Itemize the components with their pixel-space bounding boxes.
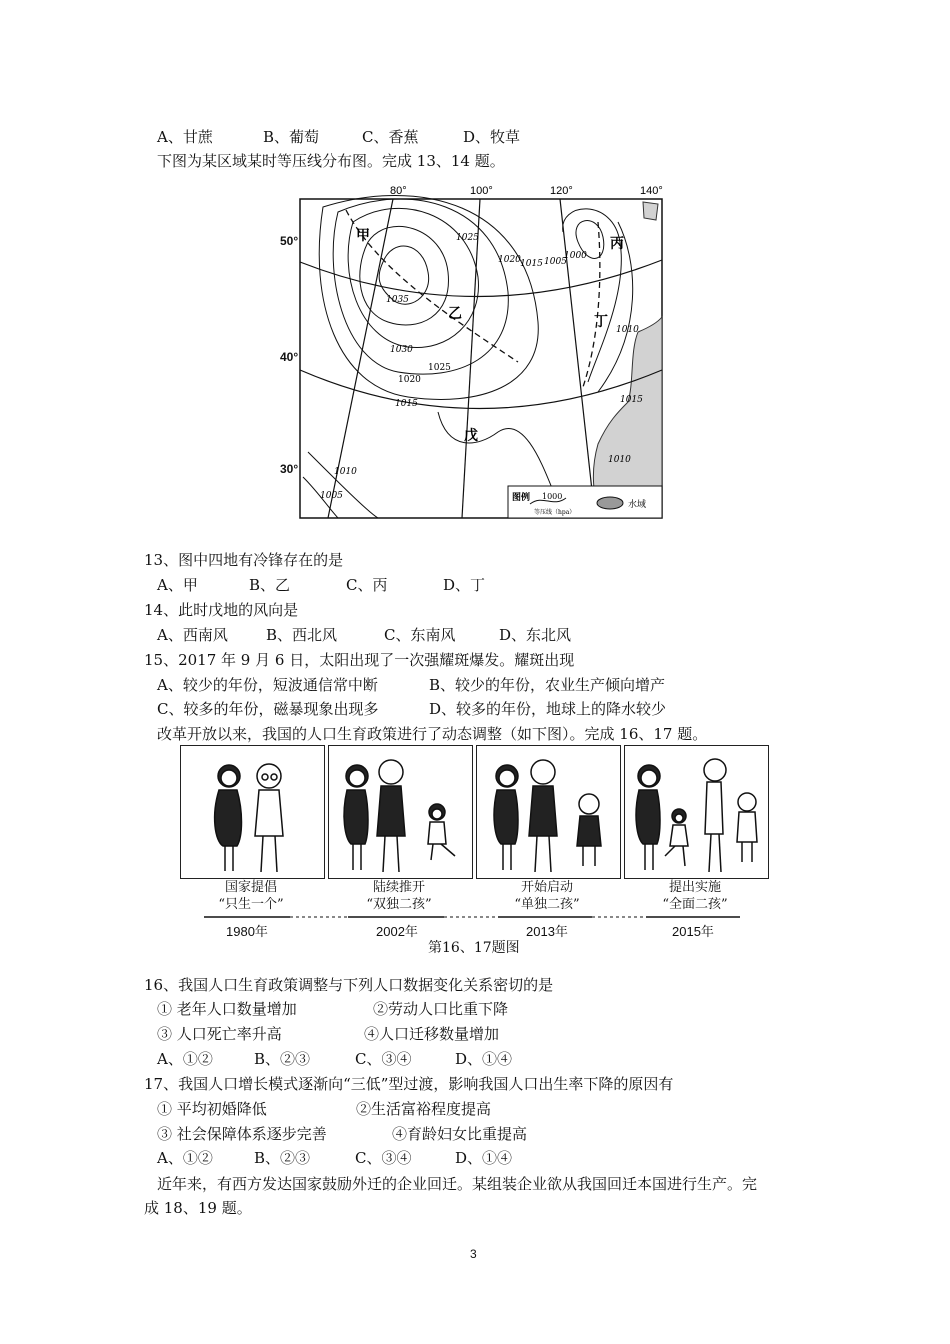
timeline-line2: “只生一个” — [218, 897, 284, 912]
q16-option-b: B、②③ — [254, 1050, 311, 1068]
policy-timeline-figure — [180, 745, 770, 945]
q14-option-c: C、东南风 — [384, 626, 456, 644]
place-yi: 乙 — [448, 306, 462, 322]
cartoon-panel-2002 — [328, 745, 473, 879]
q17-item-3: ③ 社会保障体系逐步完善 — [157, 1125, 327, 1143]
q16-item-3: ③ 人口死亡率升高 — [157, 1025, 282, 1043]
q16-option-d: D、①④ — [455, 1050, 513, 1068]
q13-stem: 13、图中四地有冷锋存在的是 — [144, 551, 344, 569]
q15-option-a: A、较少的年份，短波通信常中断 — [157, 676, 378, 694]
isobar-label: 1010 — [616, 325, 639, 335]
q13-option-c: C、丙 — [346, 576, 388, 594]
timeline-line2: “全面二孩” — [662, 897, 728, 912]
q12-option-c: C、香蕉 — [362, 128, 419, 146]
q16-item-1: ① 老年人口数量增加 — [157, 1000, 297, 1018]
place-jia: 甲 — [356, 228, 370, 244]
q15-option-b: B、较少的年份，农业生产倾向增产 — [429, 676, 666, 694]
timeline-year-2002: 2002年 — [376, 924, 418, 939]
timeline-line1: 提出实施 — [668, 880, 721, 895]
isobar-label: 1025 — [456, 233, 479, 243]
q17-item-2: ②生活富裕程度提高 — [356, 1100, 492, 1118]
cartoon-panel-2013 — [476, 745, 621, 879]
q14-option-d: D、东北风 — [499, 626, 572, 644]
timeline-label-2013 — [472, 879, 622, 913]
lat-label-40: 40° — [280, 350, 299, 364]
timeline-label-1980 — [176, 879, 326, 913]
q13-option-a: A、甲 — [157, 576, 198, 594]
isobar-label: 1005 — [320, 491, 343, 501]
isobar-label: 1015 — [395, 399, 418, 409]
isobar-label: 1020 — [498, 255, 521, 265]
isobar-label: 1000 — [564, 251, 587, 261]
closing-line-1: 近年来，有西方发达国家鼓励外迁的企业回迁。某组装企业欲从我国回迁本国进行生产。完 — [157, 1175, 758, 1193]
legend-isobar-desc: 等压线（hpa） — [534, 509, 576, 516]
timeline-line2: “双独二孩” — [366, 897, 432, 912]
isobar-label: 1015 — [620, 395, 643, 405]
q17-option-b: B、②③ — [254, 1149, 311, 1167]
isobar-label: 1025 — [428, 363, 451, 373]
lon-label-100: 100° — [470, 185, 493, 197]
lon-label-120: 120° — [550, 185, 573, 197]
isobar-label: 1005 — [544, 257, 567, 267]
isobar-map — [298, 182, 664, 522]
lat-label-30: 30° — [280, 462, 299, 476]
q14-option-a: A、西南风 — [157, 626, 228, 644]
timeline-year-2015: 2015年 — [672, 924, 714, 939]
q12-option-d: D、牧草 — [463, 128, 521, 146]
figure-caption: 第16、17题图 — [428, 940, 520, 956]
q14-option-b: B、西北风 — [266, 626, 338, 644]
q16-option-a: A、①② — [157, 1050, 213, 1068]
isobar-label: 1010 — [608, 455, 631, 465]
q12-option-a: A、甘蔗 — [157, 128, 213, 146]
q15-option-c: C、较多的年份，磁暴现象出现多 — [157, 700, 379, 718]
cartoon-panel-1980 — [180, 745, 325, 879]
q16-item-4: ④人口迁移数量增加 — [364, 1025, 500, 1043]
timeline-line1: 开始启动 — [520, 880, 573, 895]
policy-intro: 改革开放以来，我国的人口生育政策进行了动态调整（如下图）。完成 16、17 题。 — [157, 725, 708, 743]
q14-stem: 14、此时戊地的风向是 — [144, 601, 299, 619]
q17-option-c: C、③④ — [355, 1149, 412, 1167]
closing-line-2: 成 18、19 题。 — [144, 1199, 252, 1217]
q13-option-b: B、乙 — [249, 576, 291, 594]
isobar-label: 1015 — [520, 259, 543, 269]
timeline-year-2013: 2013年 — [526, 924, 568, 939]
timeline-line1: 陆续推开 — [372, 880, 425, 895]
legend-title: 图例 — [512, 493, 531, 503]
isobar-label: 1010 — [334, 467, 357, 477]
q16-option-c: C、③④ — [355, 1050, 412, 1068]
q17-item-4: ④育龄妇女比重提高 — [392, 1125, 528, 1143]
q17-stem: 17、我国人口增长模式逐渐向“三低”型过渡，影响我国人口出生率下降的原因有 — [144, 1075, 674, 1093]
q15-stem: 15、2017 年 9 月 6 日，太阳出现了一次强耀斑爆发。耀斑出现 — [144, 651, 575, 669]
place-ding: 丁 — [594, 314, 608, 330]
timeline-year-1980: 1980年 — [226, 924, 268, 939]
q17-item-1: ① 平均初婚降低 — [157, 1100, 267, 1118]
isobar-label: 1030 — [390, 345, 413, 355]
q12-option-b: B、葡萄 — [263, 128, 320, 146]
timeline-label-2015 — [620, 879, 770, 913]
isobar-label: 1020 — [398, 375, 421, 385]
legend-isobar-value: 1000 — [542, 492, 563, 501]
place-bing: 丙 — [610, 236, 624, 252]
timeline-line2: “单独二孩” — [514, 897, 580, 912]
lon-label-80: 80° — [390, 185, 407, 197]
page-number: 3 — [470, 1247, 477, 1261]
legend-water-label: 水域 — [628, 500, 647, 510]
timeline-label-2002 — [324, 879, 474, 913]
isobar-label: 1035 — [386, 295, 409, 305]
q16-item-2: ②劳动人口比重下降 — [373, 1000, 509, 1018]
lon-label-140: 140° — [640, 185, 663, 197]
q17-option-a: A、①② — [157, 1149, 213, 1167]
q15-option-d: D、较多的年份，地球上的降水较少 — [429, 700, 667, 718]
q17-option-d: D、①④ — [455, 1149, 513, 1167]
map-intro: 下图为某区域某时等压线分布图。完成 13、14 题。 — [157, 152, 505, 170]
place-wu: 戊 — [464, 428, 478, 444]
q13-option-d: D、丁 — [443, 576, 486, 594]
timeline-line1: 国家提倡 — [224, 880, 277, 895]
lat-label-50: 50° — [280, 234, 299, 248]
q16-stem: 16、我国人口生育政策调整与下列人口数据变化关系密切的是 — [144, 976, 554, 994]
cartoon-panel-2015 — [624, 745, 769, 879]
map-legend — [508, 486, 662, 518]
